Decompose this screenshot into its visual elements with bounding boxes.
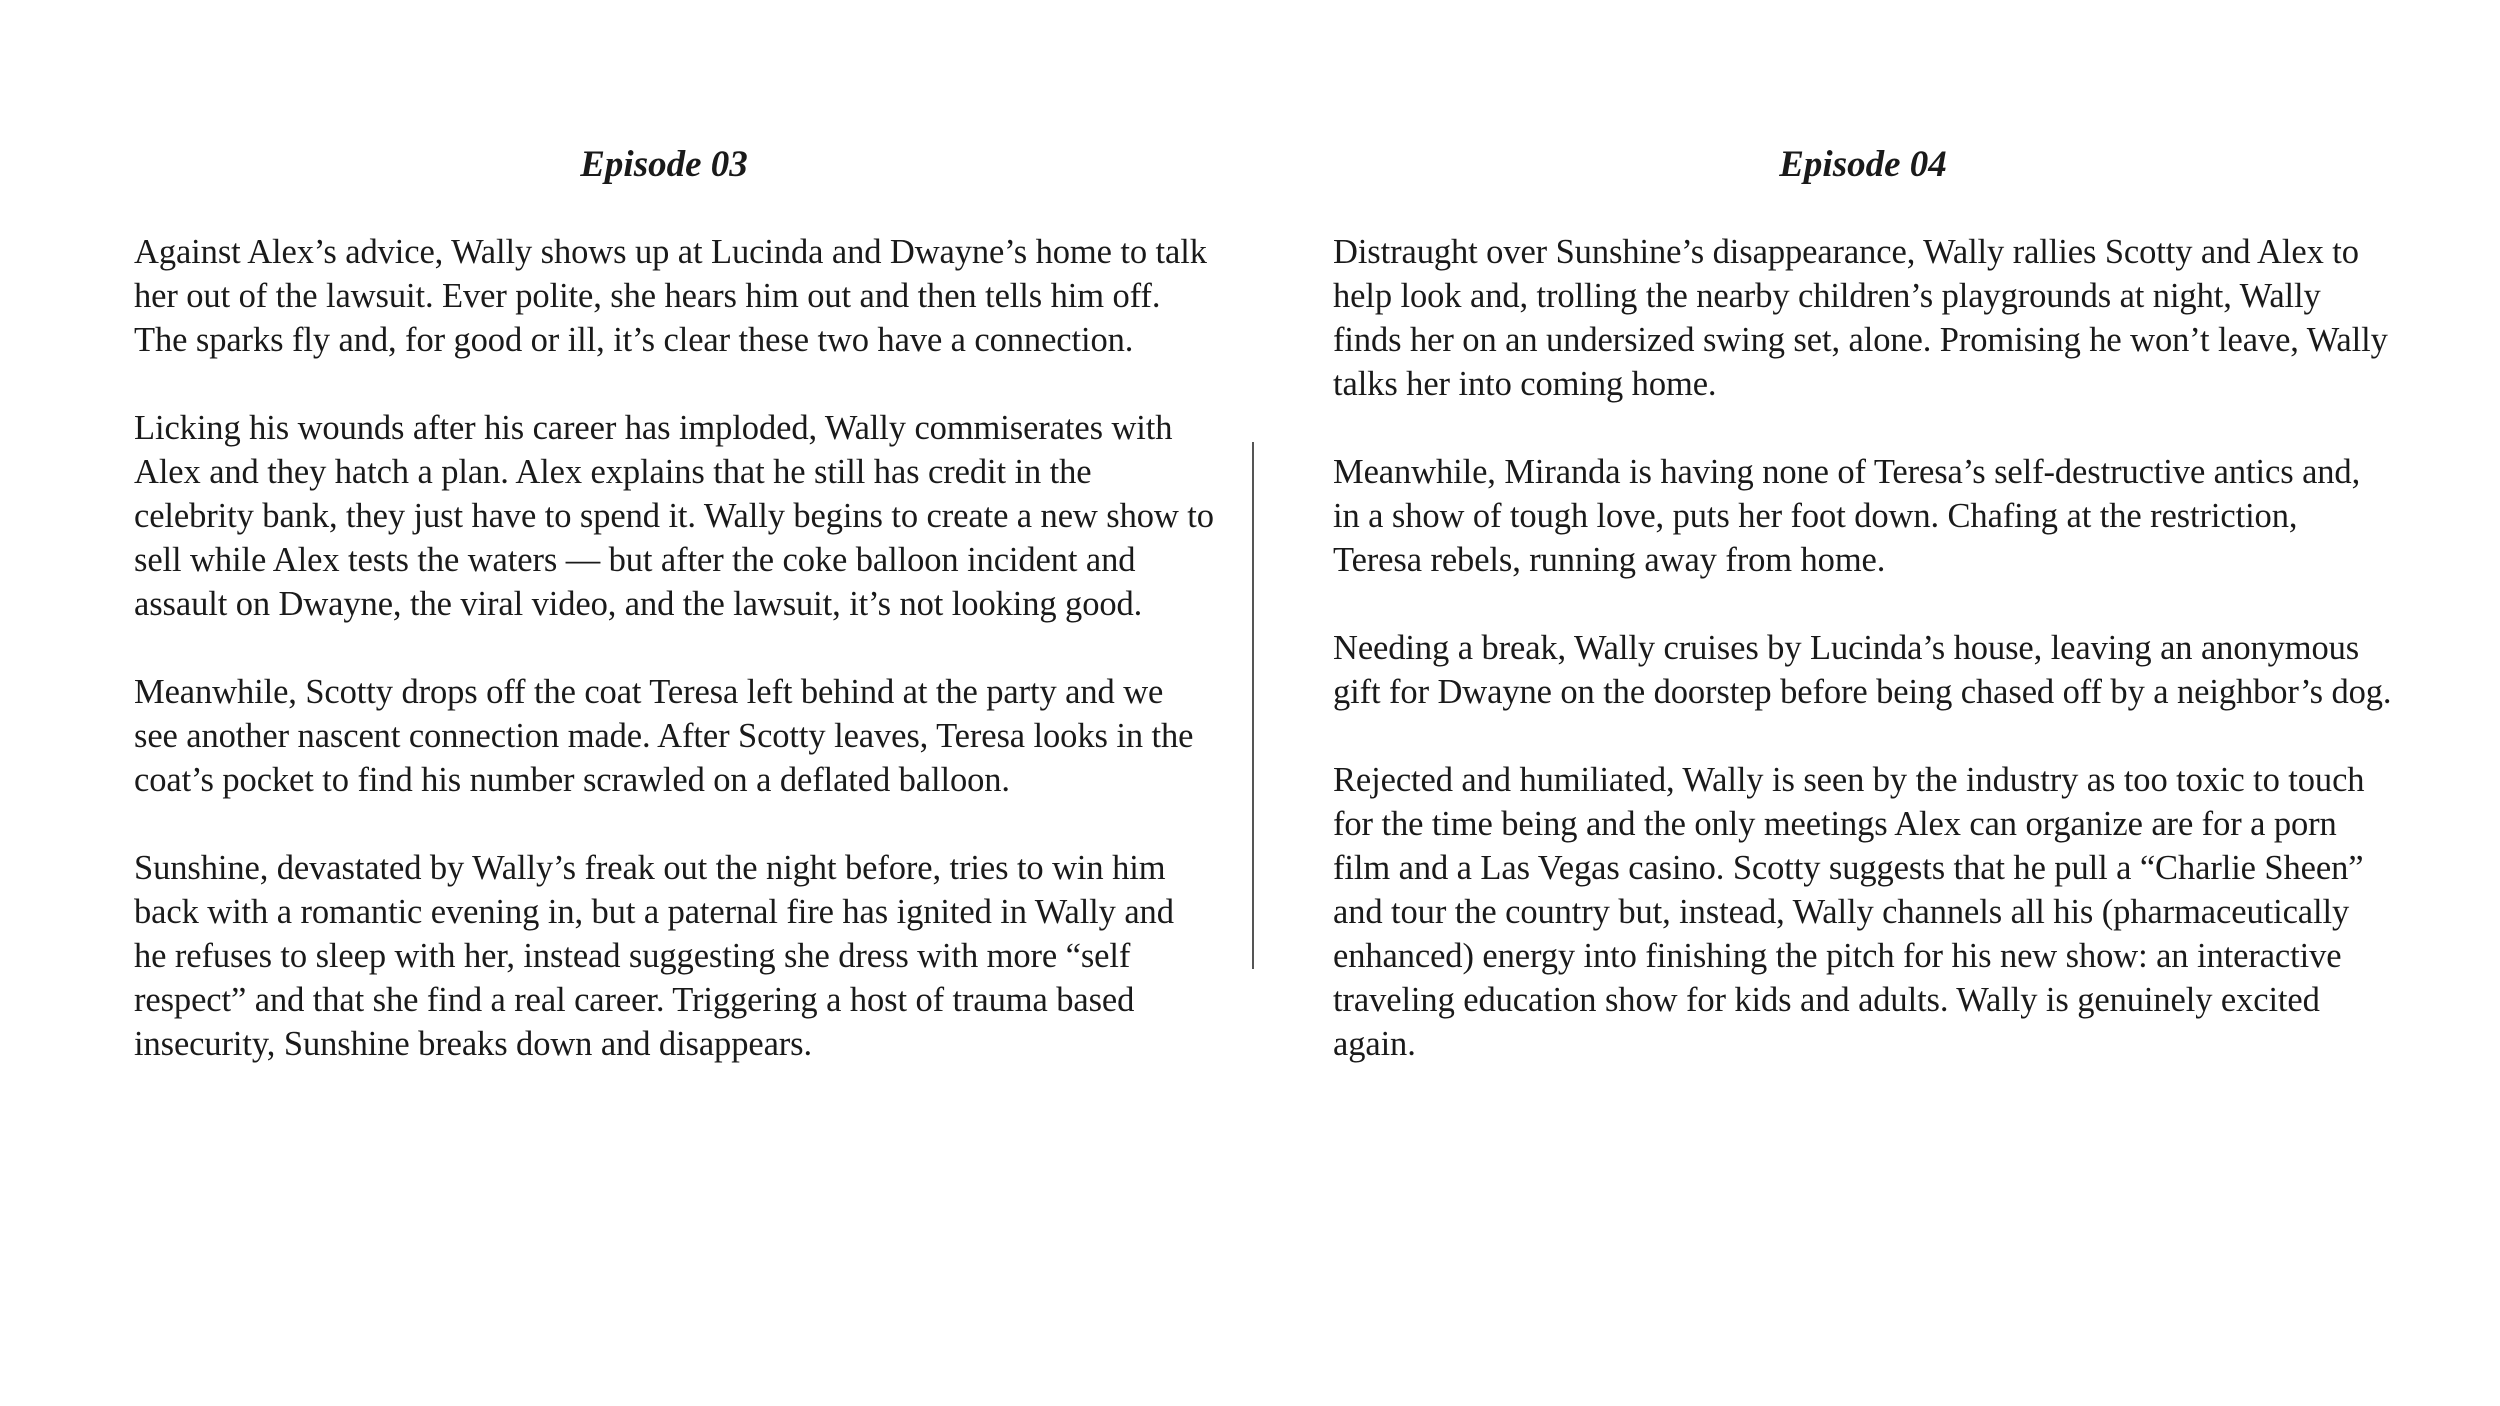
episode-03-paragraph-4: Sunshine, devastated by Wally’s freak out the night before, tries to win him back with a romantic evening in, but a paternal fire has ignited in Wally and he refuses to sleep with her, instead suggesting she dress with more “self respect” and that she find a real career. Triggering a host of trauma based insecurity, Sunshine breaks down and disappears. [134, 849, 1174, 1063]
episode-03-paragraph-1: Against Alex’s advice, Wally shows up at Lucinda and Dwayne’s home to talk her out of the lawsuit. Ever polite, she hears him out and then tells him off. The sparks fly and, for good or ill, it’s clear these two have a connection. [134, 233, 1207, 359]
episode-03-paragraph-3: Meanwhile, Scotty drops off the coat Teresa left behind at the party and we see another nascent connection made. After Scotty leaves, Teresa looks in the coat’s pocket to find his number scrawled on a deflated balloon. [134, 673, 1194, 799]
episode-04-synopsis [1333, 230, 2393, 1110]
episode-03-paragraph-2: Licking his wounds after his career has imploded, Wally commiserates with Alex and they hatch a plan. Alex explains that he still has credit in the celebrity bank, they just have to spend it. Wally begins to create a new show to sell while Alex tests the waters — but after the coke balloon incident and assault on Dwayne, the viral video, and the lawsuit, it’s not looking good. [134, 409, 1214, 623]
column-divider [1252, 442, 1254, 969]
episode-04-paragraph-1: Distraught over Sunshine’s disappearance, Wally rallies Scotty and Alex to help look and, trolling the nearby children’s playgrounds at night, Wally finds her on an undersized swing set, alone. Promising he won’t leave, Wally talks her into coming home. [1333, 233, 2388, 403]
episode-03-synopsis [134, 230, 1214, 1110]
episode-04-title: Episode 04 [1779, 144, 1947, 185]
episode-03-title: Episode 03 [580, 144, 748, 185]
episode-04-paragraph-4: Rejected and humiliated, Wally is seen by the industry as too toxic to touch for the time being and the only meetings Alex can organize are for a porn film and a Las Vegas casino. Scotty suggests that he pull a “Charlie Sheen” and tour the country but, instead, Wally channels all his (pharmaceutically enhanced) energy into finishing the pitch for his new show: an interactive traveling education show for kids and adults. Wally is genuinely excited again. [1333, 761, 2365, 1063]
episode-04-paragraph-2: Meanwhile, Miranda is having none of Teresa’s self-destructive antics and, in a show of tough love, puts her foot down. Chafing at the restriction, Teresa rebels, running away from home. [1333, 453, 2361, 579]
episode-04-paragraph-3: Needing a break, Wally cruises by Lucinda’s house, leaving an anonymous gift for Dwayne on the doorstep before being chased off by a neighbor’s dog. [1333, 629, 2392, 711]
